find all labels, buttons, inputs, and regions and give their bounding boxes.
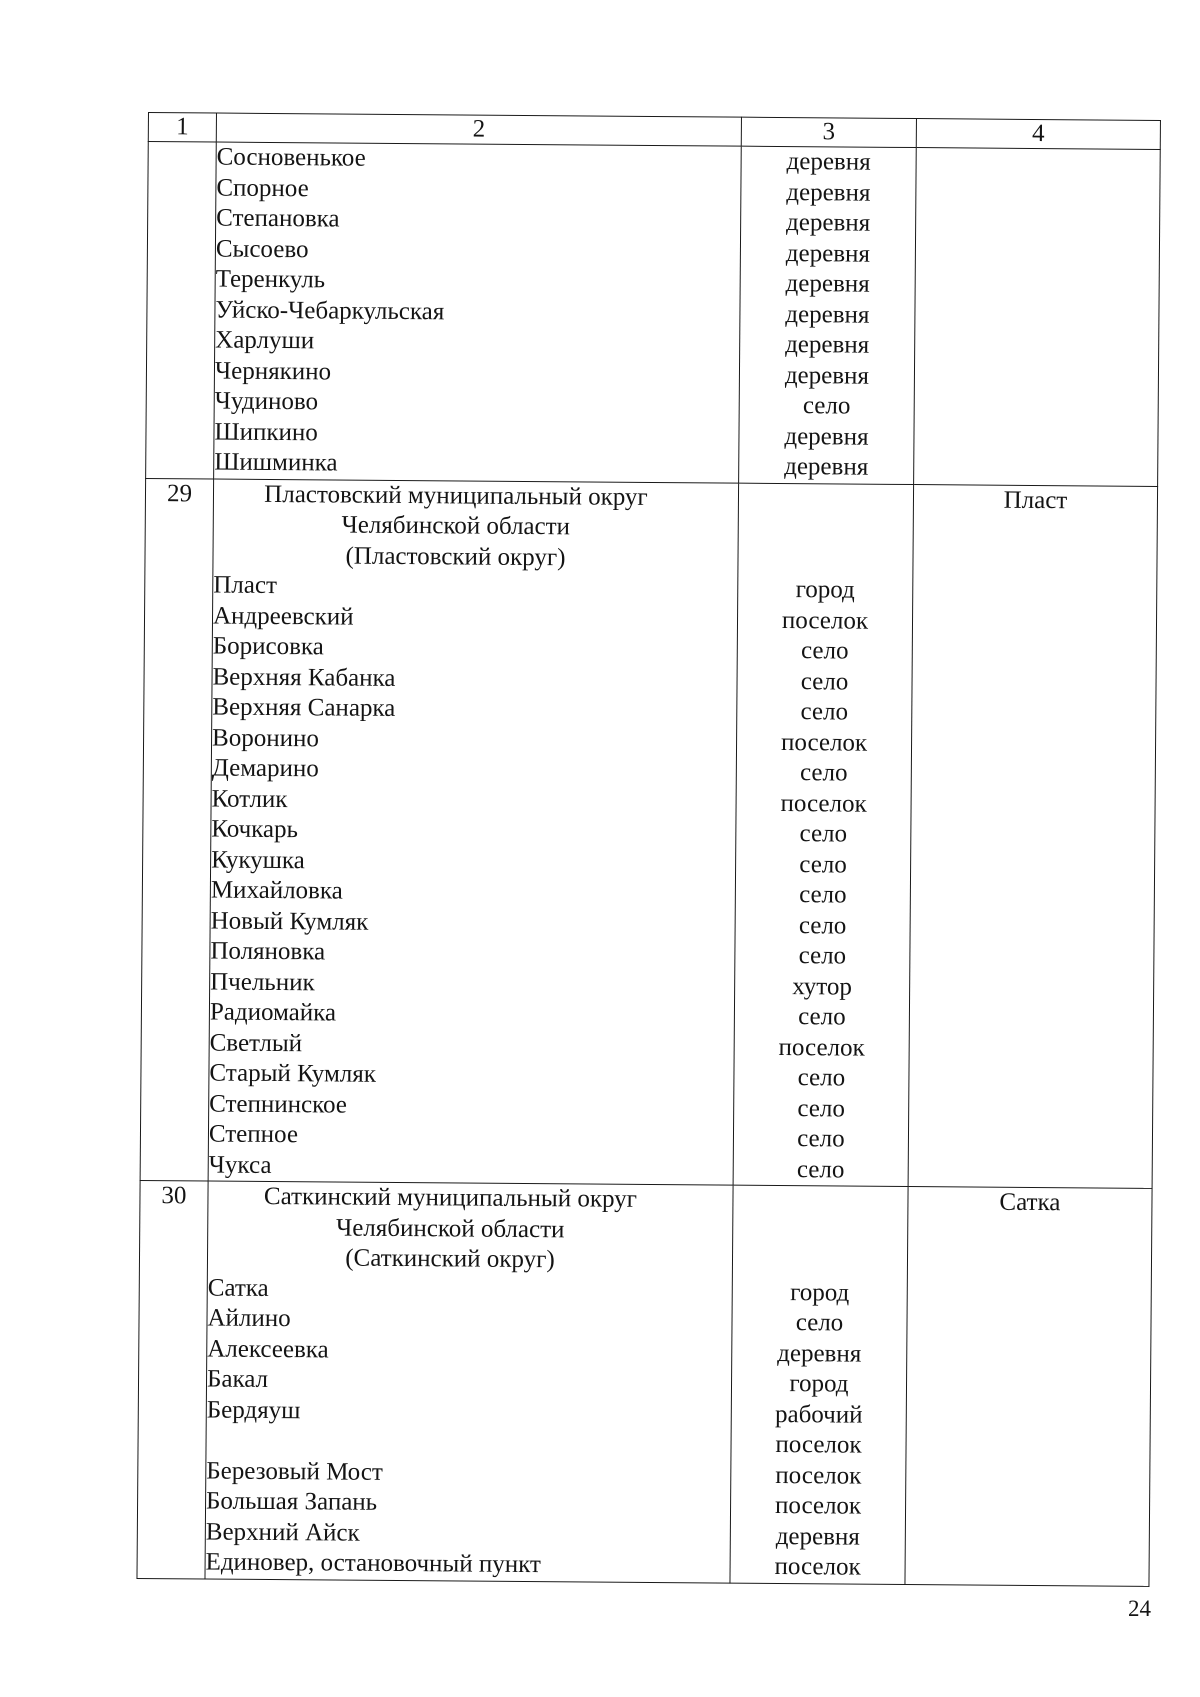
settlement-name: Алексеевка bbox=[207, 1335, 329, 1363]
settlement-type: село bbox=[800, 698, 849, 726]
settlement-type: село bbox=[798, 942, 847, 970]
settlement-type: город bbox=[789, 1370, 849, 1398]
column-header: 3 bbox=[741, 117, 916, 147]
settlement-name: Уйско-Чебаркульская bbox=[215, 296, 445, 325]
settlement-type: село bbox=[799, 820, 848, 848]
settlement-type: село bbox=[799, 881, 847, 909]
page-number: 24 bbox=[1128, 1596, 1151, 1621]
settlement-type: село bbox=[796, 1155, 845, 1184]
settlement-type: село bbox=[797, 1064, 846, 1092]
settlement-type: село bbox=[797, 1094, 846, 1123]
row-number: 30 bbox=[137, 1180, 208, 1578]
settlements-table bbox=[136, 112, 1160, 1586]
administrative-center bbox=[914, 148, 1161, 486]
settlement-type: поселок bbox=[780, 789, 867, 818]
settlement-type: село bbox=[797, 1125, 845, 1153]
settlement-type: поселок bbox=[778, 1033, 865, 1062]
settlement-name: Чукса bbox=[208, 1151, 272, 1179]
settlement-type: село bbox=[800, 637, 849, 665]
table-row bbox=[137, 1180, 1152, 1585]
settlement-name: Сатка bbox=[207, 1274, 269, 1302]
settlement-type: поселок bbox=[775, 1461, 862, 1490]
settlement-name: Котлик bbox=[211, 785, 288, 813]
settlement-name: Степное bbox=[208, 1120, 299, 1149]
name-spacer bbox=[206, 1426, 730, 1461]
settlement-name: Спорное bbox=[216, 174, 309, 202]
okrug-title-line: (Пластовский округ) bbox=[345, 542, 566, 571]
settlement-type: село bbox=[798, 1003, 846, 1031]
settlement-types-cell bbox=[733, 483, 914, 1187]
settlement-types-cell bbox=[730, 1185, 908, 1584]
settlement-name: Большая Запань bbox=[205, 1487, 378, 1516]
type-spacer bbox=[733, 1186, 907, 1218]
settlement-type: рабочий поселок bbox=[774, 1400, 863, 1459]
settlement-type: село bbox=[799, 759, 848, 787]
settlement-type: село bbox=[798, 911, 847, 940]
administrative-center: Сатка bbox=[905, 1187, 1152, 1586]
settlement-names-cell bbox=[214, 142, 742, 483]
settlement-type: село bbox=[802, 392, 851, 420]
table-row bbox=[140, 478, 1157, 1188]
settlement-name: Михайловка bbox=[210, 876, 343, 905]
okrug-title-line: Челябинской области bbox=[341, 511, 571, 541]
okrug-title-line: Челябинской области bbox=[335, 1214, 565, 1243]
settlement-type: деревня bbox=[785, 300, 870, 329]
settlement-type: деревня bbox=[785, 331, 870, 359]
settlement-type: деревня bbox=[786, 178, 871, 207]
column-header: 2 bbox=[216, 113, 741, 146]
settlement-name: Радиомайка bbox=[209, 998, 337, 1027]
settlement-type: деревня bbox=[784, 361, 870, 390]
settlement-name: Пласт bbox=[213, 571, 278, 600]
settlement-name: Чернякино bbox=[214, 357, 332, 385]
settlement-type: деревня bbox=[777, 1339, 862, 1368]
settlement-name: Шипкино bbox=[214, 418, 318, 446]
okrug-title-line: Пластовский муниципальный округ bbox=[264, 480, 648, 511]
row-number: 29 bbox=[140, 478, 214, 1181]
column-header: 4 bbox=[916, 119, 1160, 150]
settlement-name: Степановка bbox=[216, 204, 340, 233]
type-spacer bbox=[738, 544, 912, 576]
settlement-name: Сысоево bbox=[215, 235, 309, 263]
settlement-type: поселок bbox=[781, 606, 869, 635]
settlement-type: село bbox=[800, 667, 849, 696]
settlement-name: Бакал bbox=[206, 1365, 269, 1393]
type-spacer bbox=[733, 1216, 907, 1248]
settlement-name: Кукушка bbox=[211, 846, 305, 874]
settlement-name: Светлый bbox=[209, 1029, 303, 1057]
settlement-type: поселок bbox=[774, 1491, 862, 1520]
type-spacer bbox=[739, 514, 913, 546]
settlement-name: Бердяуш bbox=[206, 1396, 301, 1424]
okrug-title-line: (Саткинский округ) bbox=[345, 1244, 555, 1274]
settlement-type: хутор bbox=[792, 972, 853, 1001]
settlement-name: Демарино bbox=[211, 754, 319, 783]
settlement-name: Сосновенькое bbox=[216, 143, 366, 172]
settlement-name: Айлино bbox=[207, 1304, 291, 1333]
settlement-name: Березовый Мост bbox=[206, 1457, 383, 1486]
settlement-type: деревня bbox=[775, 1522, 860, 1551]
settlement-type: поселок bbox=[774, 1552, 861, 1581]
settlement-name: Поляновка bbox=[210, 937, 326, 966]
settlement-name: Шишминка bbox=[214, 448, 338, 477]
settlement-names-cell bbox=[208, 479, 739, 1186]
settlement-name: Верхняя Кабанка bbox=[212, 663, 396, 692]
settlement-type: город bbox=[790, 1278, 850, 1307]
settlement-name: Пчельник bbox=[210, 968, 315, 996]
settlement-name: Кочкарь bbox=[211, 815, 299, 844]
settlement-type: деревня bbox=[784, 422, 869, 451]
settlement-name: Борисовка bbox=[212, 632, 324, 661]
settlement-type: село bbox=[799, 850, 847, 879]
settlement-type: деревня bbox=[784, 453, 869, 481]
okrug-title-line: Саткинский муниципальный округ bbox=[263, 1182, 638, 1213]
settlement-type: город bbox=[795, 576, 855, 604]
settlement-name: Воронино bbox=[211, 724, 320, 752]
type-spacer bbox=[739, 483, 913, 515]
administrative-center: Пласт bbox=[908, 484, 1158, 1188]
settlement-type: село bbox=[795, 1309, 844, 1337]
settlement-names-cell bbox=[205, 1181, 733, 1583]
type-spacer bbox=[733, 1247, 907, 1279]
settlement-types-cell bbox=[739, 146, 917, 484]
settlement-name: Старый Кумляк bbox=[209, 1059, 377, 1088]
settlement-name: Харлуши bbox=[215, 326, 315, 355]
settlement-type: деревня bbox=[785, 209, 871, 237]
settlement-type: деревня bbox=[786, 148, 871, 176]
settlement-name: Верхняя Санарка bbox=[212, 693, 396, 722]
table-body bbox=[137, 113, 1160, 1586]
column-header: 1 bbox=[148, 113, 216, 143]
settlement-name: Верхний Айск bbox=[205, 1517, 360, 1547]
settlement-name: Степнинское bbox=[209, 1090, 348, 1119]
settlement-type: деревня bbox=[785, 270, 870, 298]
settlement-name: Чудиново bbox=[214, 387, 319, 416]
settlement-type: поселок bbox=[780, 728, 868, 757]
settlement-name: Новый Кумляк bbox=[210, 907, 369, 936]
table-row bbox=[146, 142, 1161, 486]
row-number bbox=[146, 142, 217, 479]
settlement-name: Андреевский bbox=[212, 602, 354, 631]
settlement-name: Единовер, остановочный пункт bbox=[205, 1548, 542, 1579]
settlement-type: деревня bbox=[785, 239, 871, 268]
settlement-name: Теренкуль bbox=[215, 265, 326, 294]
